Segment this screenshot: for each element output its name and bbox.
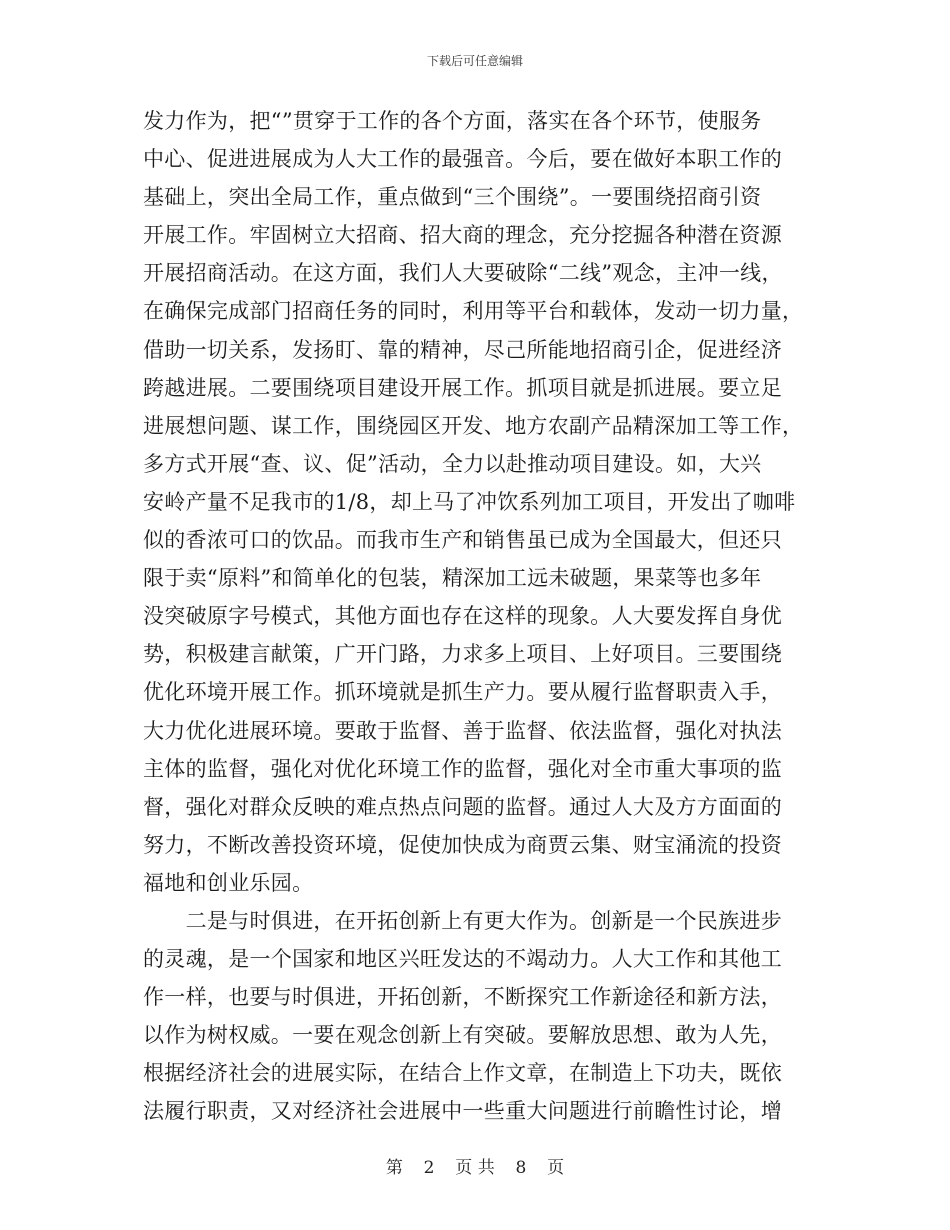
text-line: 法履行职责，又对经济社会进展中一些重大问题进行前瞻性讨论，增 [143,1099,782,1124]
text-line: 进展想问题、谋工作，围绕园区开发、地方农副产品精深加工等工作， [143,413,804,438]
text-line: 根据经济社会的进展实际，在结合上作文章，在制造上下功夫，既依 [143,1061,782,1086]
text-line: 势，积极建言献策，广开门路，力求多上项目、上好项目。三要围绕 [143,642,782,667]
text-line: 基础上，突出全局工作，重点做到“三个围绕”。一要围绕招商引资 [143,185,762,210]
text-line: 作一样，也要与时俱进，开拓创新，不断探究工作新途径和新方法， [143,985,782,1010]
text-line: 大力优化进展环境。要敢于监督、善于监督、依法监督，强化对执法 [143,718,782,743]
text-line: 借助一切关系，发扬盯、靠的精神，尽己所能地招商引企，促进经济 [143,337,782,362]
body-text [143,102,808,1142]
text-line: 开展工作。牢固树立大招商、招大商的理念，充分挖掘各种潜在资源 [143,223,782,248]
text-line: 发力作为，把“”贯穿于工作的各个方面，落实在各个环节，使服务 [143,109,762,133]
page-number-total: 8 [515,1158,527,1178]
page-footer [0,1158,950,1178]
text-line: 跨越进展。二要围绕项目建设开展工作。抓项目就是抓进展。要立足 [143,375,782,400]
text-line: 以作为树权威。一要在观念创新上有突破。要解放思想、敢为人先， [143,1023,782,1048]
text-line: 的灵魂，是一个国家和地区兴旺发达的不竭动力。人大工作和其他工 [143,947,782,972]
page-header: 下载后可任意编辑 [426,54,523,68]
text-line: 似的香浓可口的饮品。而我市生产和销售虽已成为全国最大，但还只 [143,528,782,553]
text-line: 没突破原字号模式，其他方面也存在这样的现象。人大要发挥自身优 [143,604,782,629]
page-number-current: 2 [423,1158,435,1178]
text-line: 主体的监督，强化对优化环境工作的监督，强化对全市重大事项的监 [143,756,782,781]
text-line: 开展招商活动。在这方面，我们人大要破除“二线”观念，主冲一线， [143,261,783,286]
text-line: 限于卖“原料”和简单化的包装，精深加工远未破题，果菜等也多年 [143,566,762,591]
text-line: 中心、促进进展成为人大工作的最强音。今后，要在做好本职工作的 [143,147,782,172]
text-line: 福地和创业乐园。 [143,870,314,895]
text-line: 在确保完成部门招商任务的同时，利用等平台和载体，发动一切力量， [143,299,804,324]
text-line: 督，强化对群众反映的难点热点问题的监督。通过人大及方方面面的 [143,794,782,819]
footer-middle: 页 共 [455,1158,495,1178]
text-line: 多方式开展“查、议、促”活动，全力以赴推动项目建设。如，大兴 [143,451,762,476]
text-line: 二是与时俱进，在开拓创新上有更大作为。创新是一个民族进步 [143,908,782,933]
footer-suffix: 页 [547,1158,565,1178]
text-line: 优化环境开展工作。抓环境就是抓生产力。要从履行监督职责入手， [143,680,782,705]
footer-prefix: 第 [385,1158,403,1178]
text-line: 安岭产量不足我市的1/8，却上马了冲饮系列加工项目，开发出了咖啡 [143,489,796,514]
text-line: 努力，不断改善投资环境，促使加快成为商贾云集、财宝涌流的投资 [143,832,782,857]
